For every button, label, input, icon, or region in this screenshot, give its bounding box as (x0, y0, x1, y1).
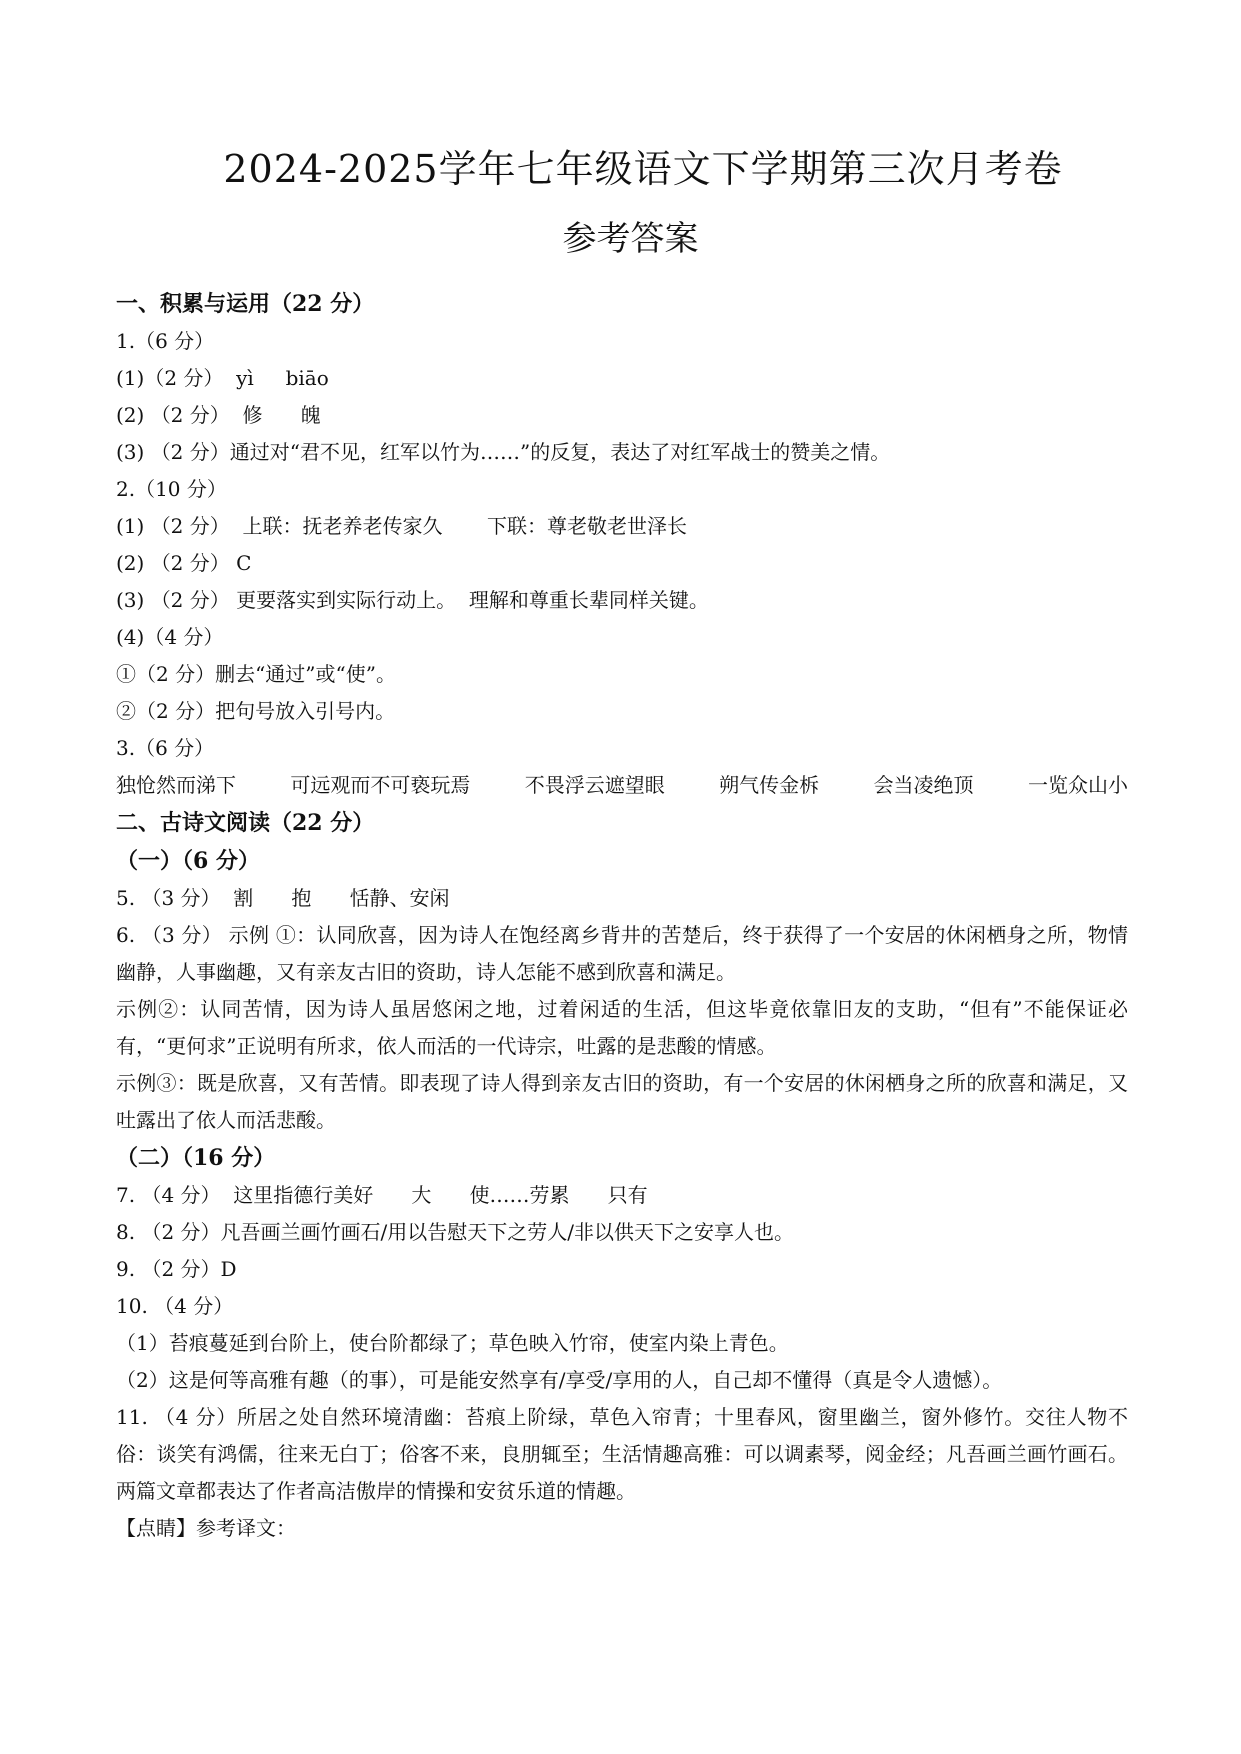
section-heading-1: 一、积累与运用（22 分） (116, 291, 375, 317)
subsection-heading-1: （一）（6 分） (116, 848, 260, 874)
answer-line: ②（2 分）把句号放入引号内。 (116, 699, 396, 723)
answer-line: 9. （2 分）D (116, 1257, 237, 1281)
page-title: 2024-2025学年七年级语文下学期第三次月考卷 (223, 147, 1063, 191)
page-subtitle: 参考答案 (562, 219, 699, 259)
poem-answer: 可远观而不可亵玩焉 (290, 773, 471, 797)
answer-paragraph: 11. （4 分）所居之处自然环境清幽：苔痕上阶绿，草色入帘青；十里春风，窗里幽兰，窗外修竹。交往人物不俗：谈笑有鸿儒，往来无白丁；俗客不来，良朋辄至；生活情趣高雅：可以调素琴，阅金经；凡吾画兰画竹画石。两篇文章都表达了作者高洁傲岸的情操和安贫乐道的情趣。 (116, 1405, 1128, 1503)
answer-line: 【点睛】参考译文： (116, 1516, 296, 1540)
poem-answer: 会当凌绝顶 (873, 773, 974, 797)
question-3-header: 3.（6 分） (116, 736, 215, 760)
answer-line: 5. （3 分） 割 抱 恬静、安闲 (116, 886, 450, 910)
subsection-heading-2: （二）（16 分） (116, 1145, 276, 1171)
answer-content (116, 285, 1128, 1547)
answer-line: (2) （2 分） C (116, 551, 252, 575)
answer-line: 8. （2 分）凡吾画兰画竹画石/用以告慰天下之劳人/非以供天下之安享人也。 (116, 1220, 794, 1244)
answer-paragraph: 示例②：认同苦情，因为诗人虽居悠闲之地，过着闲适的生活，但这毕竟依靠旧友的支助，“但有”不能保证必有，“更何求”正说明有所求，依人而活的一代诗宗，吐露的是悲酸的情感。 (116, 997, 1128, 1058)
poem-answer: 一览众山小 (1027, 773, 1128, 797)
answer-line: (3) （2 分）通过对“君不见，红军以竹为……”的反复，表达了对红军战士的赞美之情。 (116, 440, 891, 464)
poem-answer: 独怆然而涕下 (116, 773, 236, 797)
answer-line: 10. （4 分） (116, 1294, 234, 1318)
poem-answer: 朔气传金柝 (719, 773, 820, 797)
section-heading-2: 二、古诗文阅读（22 分） (116, 810, 375, 836)
answer-line: (3) （2 分） 更要落实到实际行动上。 理解和尊重长辈同样关键。 (116, 588, 709, 612)
answer-line: (1) （2 分） 上联：抚老养老传家久 下联：尊老敬老世泽长 (116, 514, 687, 538)
answer-line: (4)（4 分） (116, 625, 224, 649)
poem-answer: 不畏浮云遮望眼 (524, 773, 665, 797)
answer-line: （1）苔痕蔓延到台阶上，使台阶都绿了；草色映入竹帘，使室内染上青色。 (116, 1331, 789, 1355)
poem-answers-row (116, 767, 1128, 804)
answer-line: (1)（2 分） yì biāo (116, 366, 329, 390)
answer-line: （2）这是何等高雅有趣（的事），可是能安然享有/享受/享用的人，自己却不懂得（真是令人遗憾）。 (116, 1368, 1003, 1392)
question-2-header: 2.（10 分） (116, 477, 227, 501)
answer-paragraph: 示例③：既是欣喜，又有苦情。即表现了诗人得到亲友古旧的资助，有一个安居的休闲栖身之所的欣喜和满足，又吐露出了依人而活悲酸。 (116, 1071, 1128, 1132)
answer-line: 7. （4 分） 这里指德行美好 大 使……劳累 只有 (116, 1183, 648, 1207)
answer-paragraph: 6. （3 分） 示例 ①：认同欣喜，因为诗人在饱经离乡背井的苦楚后，终于获得了一个安居的休闲栖身之所，物情幽静，人事幽趣，又有亲友古旧的资助，诗人怎能不感到欣喜和满足。 (116, 923, 1128, 984)
question-1-header: 1.（6 分） (116, 329, 215, 353)
answer-line: (2) （2 分） 修 魄 (116, 403, 321, 427)
answer-line: ①（2 分）删去“通过”或“使”。 (116, 662, 396, 686)
